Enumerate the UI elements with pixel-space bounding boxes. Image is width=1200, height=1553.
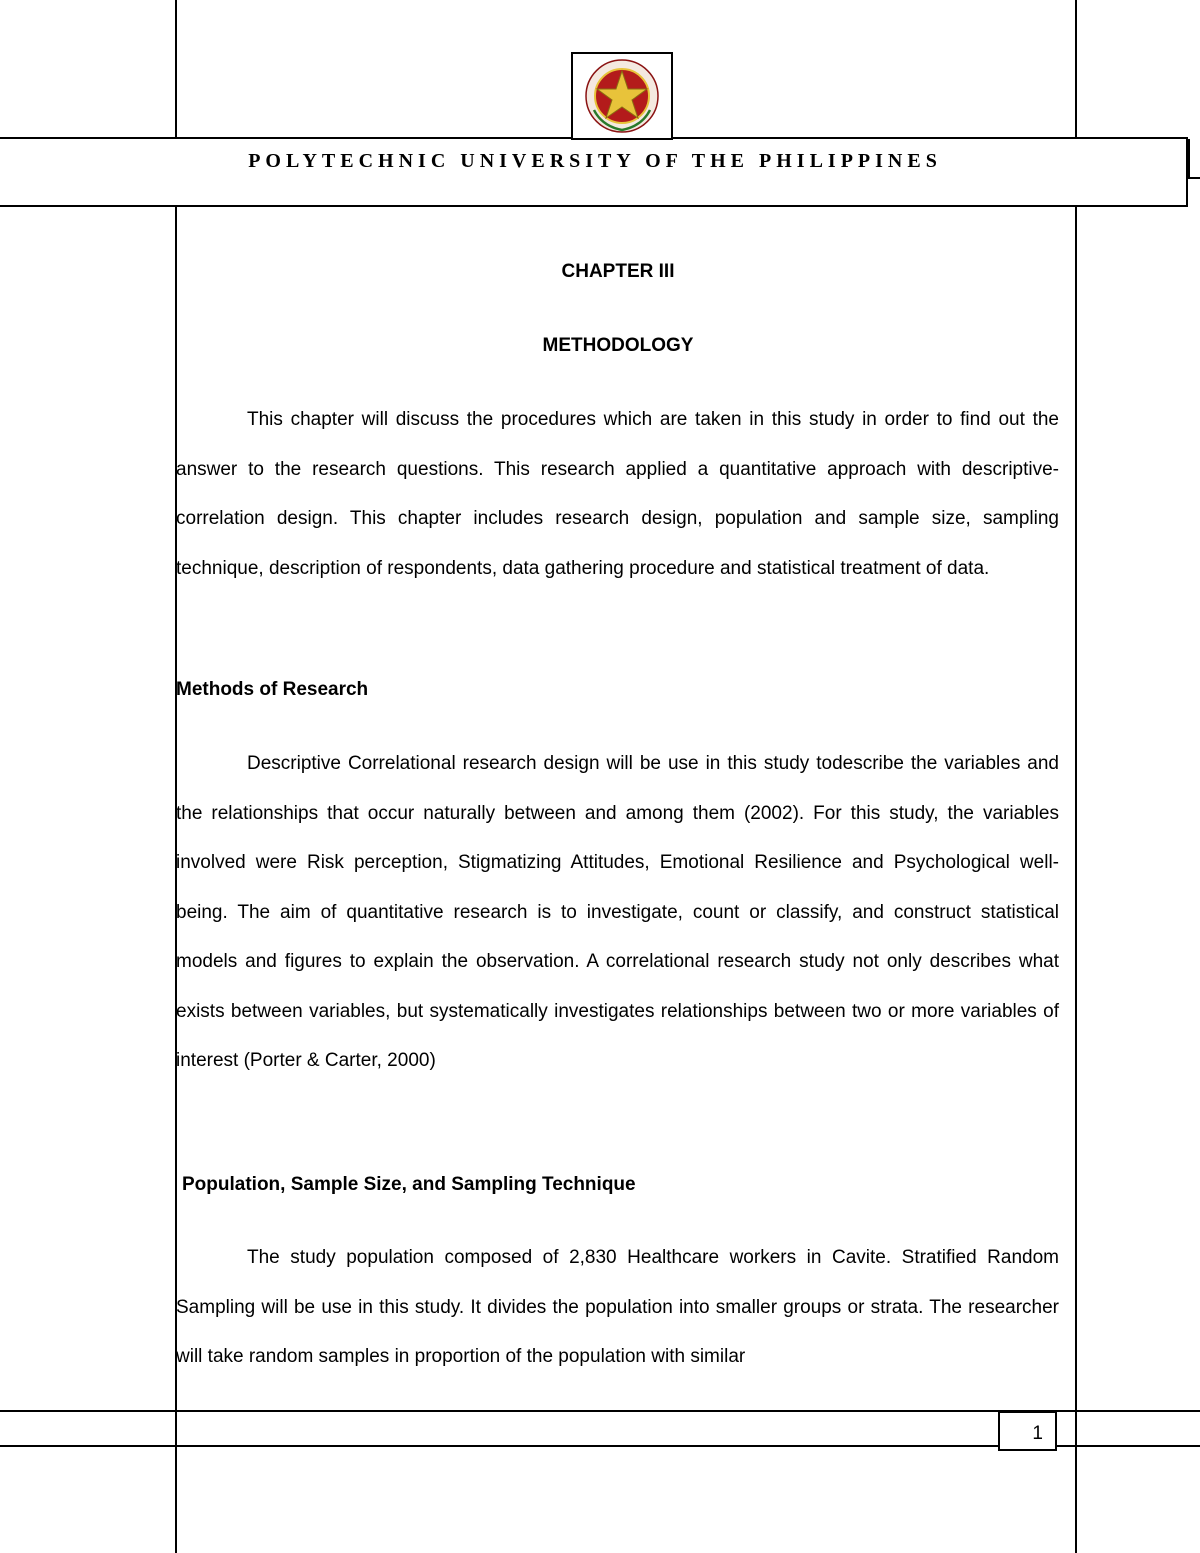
right-margin-line bbox=[1075, 0, 1077, 1553]
section-paragraph: The study population composed of 2,830 Healthcare workers in Cavite. Stratified Random Sampling will be use in this study. It divides the population into smaller groups or strata. The researcher will take random samples in proportion of the population with similar bbox=[176, 1247, 1059, 1367]
chapter-number: CHAPTER III bbox=[561, 261, 675, 282]
logo-frame bbox=[571, 52, 673, 140]
university-name: POLYTECHNIC UNIVERSITY OF THE PHILIPPINES bbox=[248, 150, 942, 172]
section-heading: Population, Sample Size, and Sampling Technique bbox=[182, 1174, 636, 1195]
intro-paragraph: This chapter will discuss the procedures which are taken in this study in order to find out the answer to the research questions. This research applied a quantitative approach with descriptive-correlation design. This chapter includes research design, population and sample size, sampling technique, description of respondents, data gathering procedure and statistical treatment of data. bbox=[176, 409, 1059, 579]
section-paragraph: Descriptive Correlational research design will be use in this study todescribe the variables and the relationships that occur naturally between and among them (2002). For this study, the variables involved were Risk perception, Stigmatizing Attitudes, Emotional Resilience and Psychological well-being. The aim of quantitative research is to investigate, count or classify, and construct statistical models and figures to explain the observation. A correlational research study not only describes what exists between variables, but systematically investigates relationships between two or more variables of interest (Porter & Carter, 2000) bbox=[176, 753, 1059, 1071]
page-number: 1 bbox=[998, 1411, 1057, 1451]
chapter-title: METHODOLOGY bbox=[542, 335, 694, 356]
section-heading: Methods of Research bbox=[176, 679, 369, 700]
pup-seal-icon bbox=[584, 58, 660, 134]
